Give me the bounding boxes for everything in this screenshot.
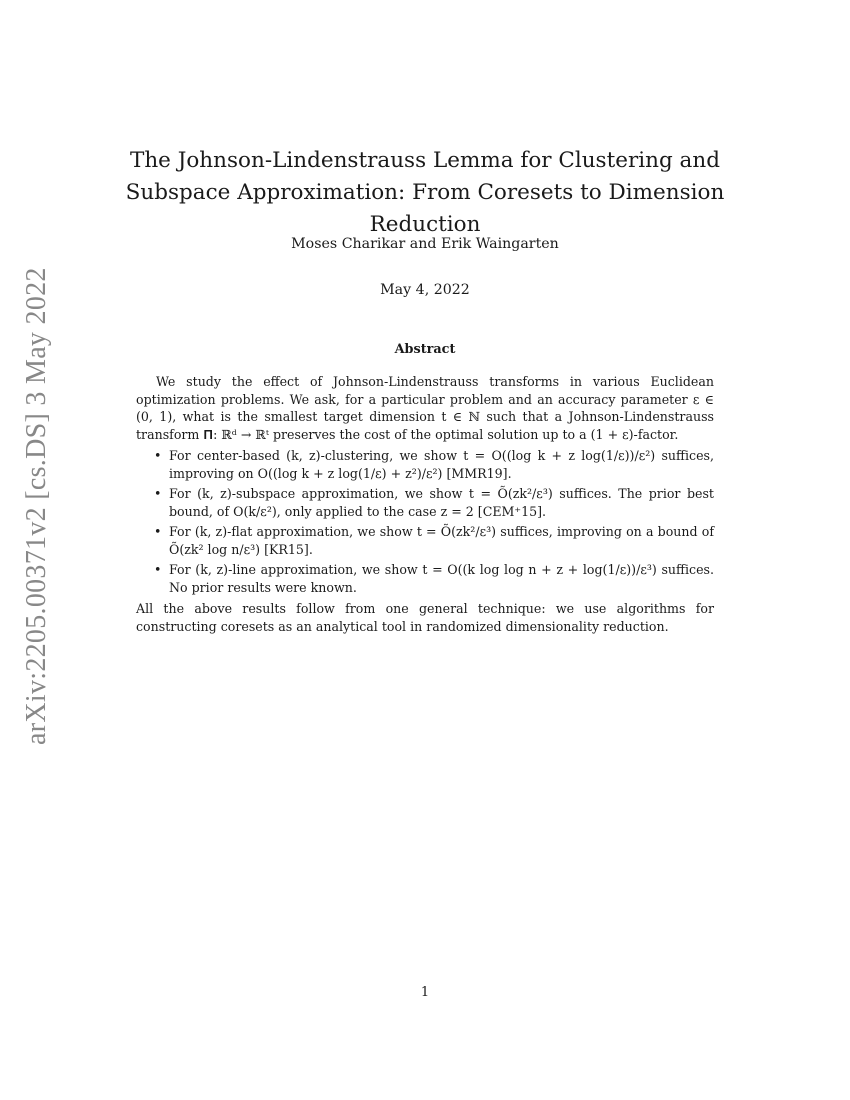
arxiv-identifier-stamp: arXiv:2205.00371v2 [cs.DS] 3 May 2022 <box>21 267 52 745</box>
paper-title: The Johnson-Lindenstrauss Lemma for Clustering and Subspace Approximation: From Coresets to Dimension Reduction <box>125 148 725 237</box>
bullet-item-flat <box>154 523 714 558</box>
bullet-item-clustering <box>154 447 714 482</box>
bullet-icon: • <box>154 448 162 463</box>
bullet-item-subspace <box>154 485 714 520</box>
abstract-body <box>136 373 714 635</box>
abstract-intro-paragraph: We study the effect of Johnson-Lindenstrauss transforms in various Euclidean optimization problems. We ask, for a particular problem and an accuracy parameter ε ∈ (0, 1), what is the smallest target dimension t ∈ ℕ such that a Johnson-Lindenstrauss transform 𝚷: ℝᵈ → ℝᵗ preserves the cost of the optimal solution up to a (1 + ε)-factor. <box>136 374 714 442</box>
results-bullet-list <box>136 447 714 596</box>
paper-authors: Moses Charikar and Erik Waingarten <box>291 236 559 252</box>
paper-date: May 4, 2022 <box>380 282 470 298</box>
abstract-heading: Abstract <box>394 342 456 357</box>
bullet-item-line <box>154 561 714 596</box>
bullet-icon: • <box>154 562 162 577</box>
bullet-text: For (k, z)-subspace approximation, we show t = Õ(zk²/ε³) suffices. The prior best bound, of O(k/ε²), only applied to the case z = 2 [CEM⁺15]. <box>169 486 714 519</box>
bullet-text: For (k, z)-flat approximation, we show t = Õ(zk²/ε³) suffices, improving on a bound of Õ(zk² log n/ε³) [KR15]. <box>169 524 714 557</box>
bullet-icon: • <box>154 524 162 539</box>
bullet-text: For (k, z)-line approximation, we show t = O((k log log n + z + log(1/ε))/ε³) suffices. No prior results were known. <box>169 562 714 595</box>
page-number: 1 <box>420 985 430 1000</box>
abstract-conclusion-paragraph: All the above results follow from one general technique: we use algorithms for constructing coresets as an analytical tool in randomized dimensionality reduction. <box>136 601 714 634</box>
bullet-icon: • <box>154 486 162 501</box>
bullet-text: For center-based (k, z)-clustering, we show t = O((log k + z log(1/ε))/ε²) suffices, improving on O((log k + z log(1/ε) + z²)/ε²) [MMR19]. <box>169 448 714 481</box>
